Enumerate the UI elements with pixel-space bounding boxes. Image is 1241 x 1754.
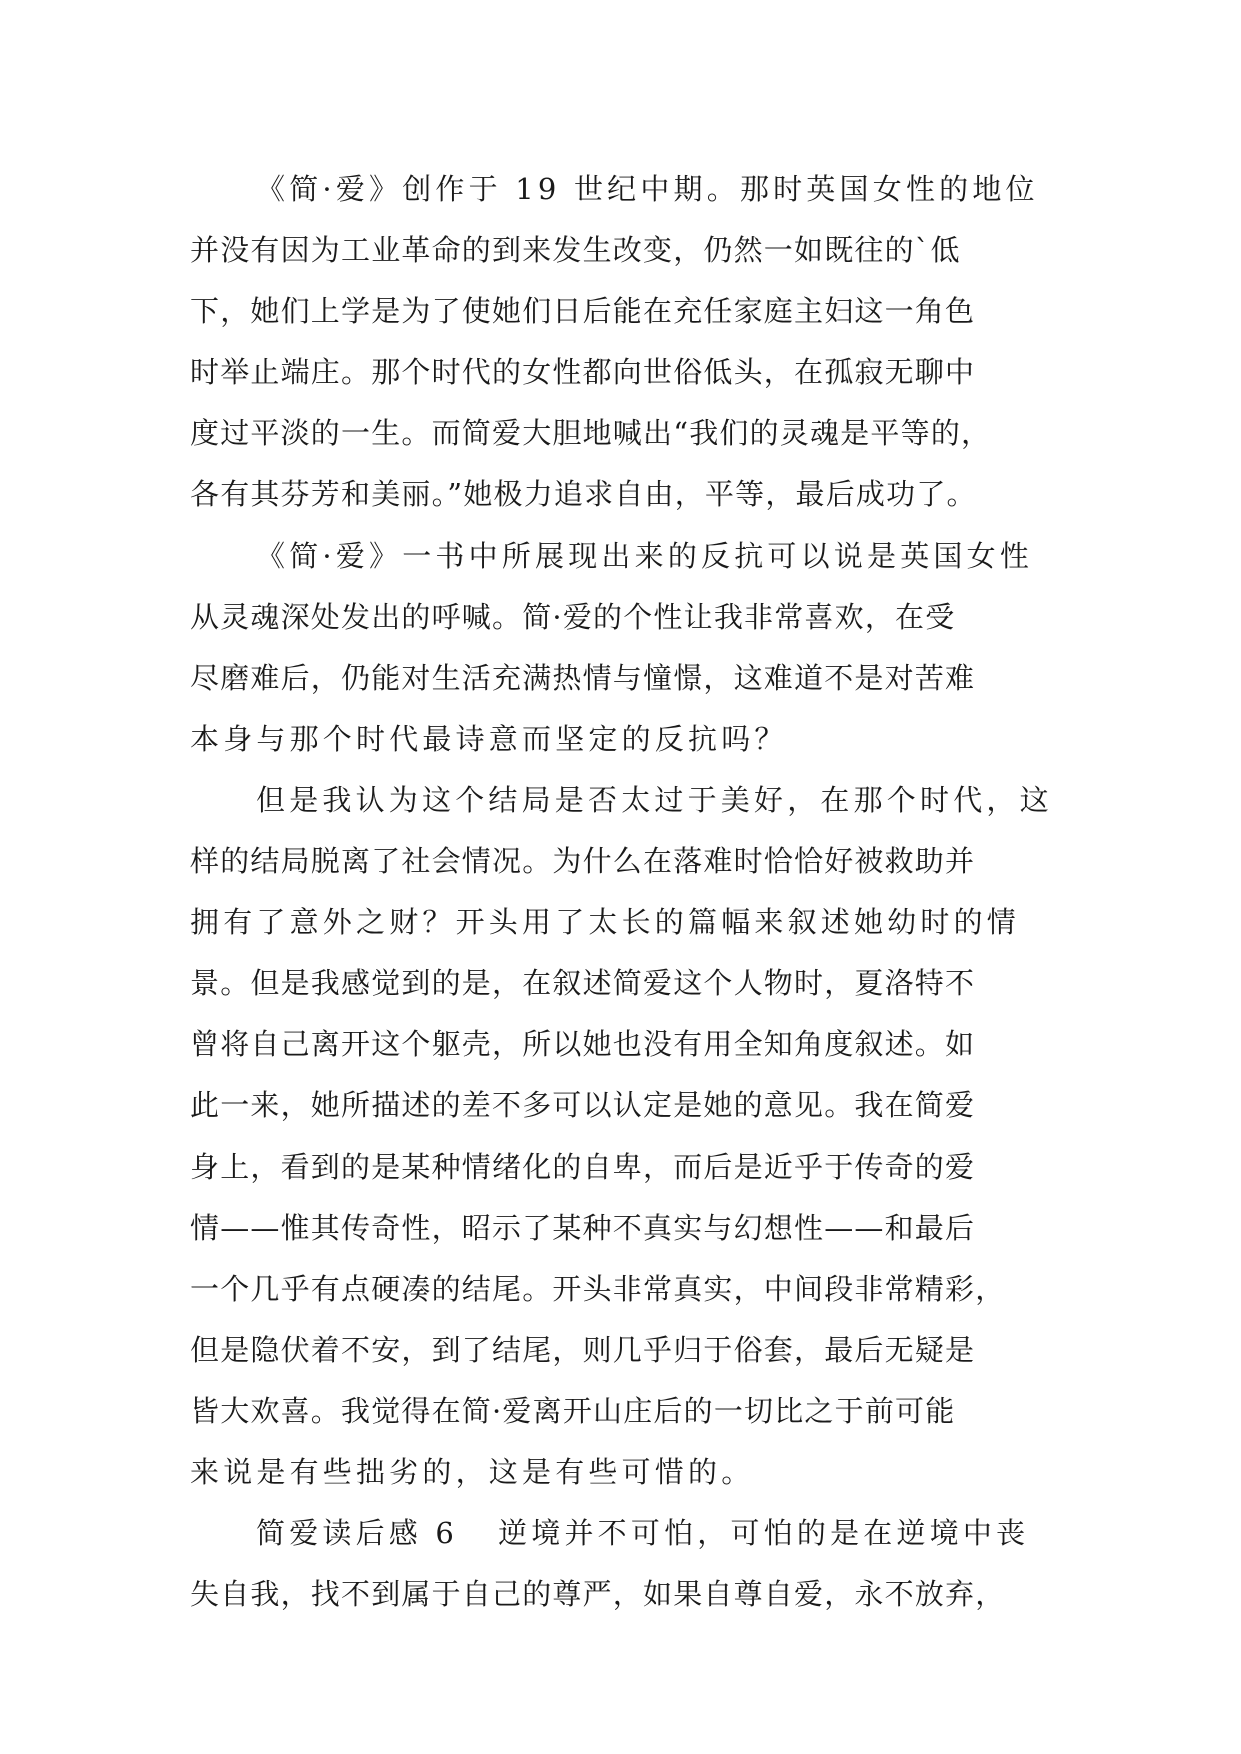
text-line: 从灵魂深处发出的呼喊。简·爱的个性让我非常喜欢，在受 <box>190 599 956 634</box>
text-line: 来说是有些拙劣的，这是有些可惜的。 <box>190 1454 755 1489</box>
text-line: 拥有了意外之财？开头用了太长的篇幅来叙述她幼时的情 <box>190 905 1021 940</box>
section-title: 简爱读后感 6 <box>256 1516 459 1551</box>
text-line: 但是我认为这个结局是否太过于美好，在那个时代，这 <box>256 782 1053 817</box>
text-line: 尽磨难后，仍能对生活充满热情与憧憬，这难道不是对苦难 <box>190 660 976 695</box>
text-line: 皆大欢喜。我觉得在简·爱离开山庄后的一切比之于前可能 <box>190 1393 956 1428</box>
text-line: 度过平淡的一生。而简爱大胆地喊出“我们的灵魂是平等的， <box>190 416 992 451</box>
text-line: 各有其芬芳和美丽。”她极力追求自由，平等，最后成功了。 <box>190 477 977 512</box>
text-line: 本身与那个时代最诗意而坚定的反抗吗？ <box>190 721 788 756</box>
text-line: 情——惟其传奇性，昭示了某种不真实与幻想性——和最后 <box>190 1210 976 1245</box>
text-line: 景。但是我感觉到的是，在叙述简爱这个人物时，夏洛特不 <box>190 966 976 1001</box>
text-line: 并没有因为工业革命的到来发生改变，仍然一如既往的`低 <box>190 233 961 268</box>
text-line: 但是隐伏着不安，到了结尾，则几乎归于俗套，最后无疑是 <box>190 1332 976 1367</box>
text-line: 此一来，她所描述的差不多可以认定是她的意见。我在简爱 <box>190 1088 976 1123</box>
text-line: 样的结局脱离了社会情况。为什么在落难时恰恰好被救助并 <box>190 844 976 879</box>
text-line: 失自我，找不到属于自己的尊严，如果自尊自爱，永不放弃， <box>190 1577 1006 1612</box>
text-line: 下，她们上学是为了使她们日后能在充任家庭主妇这一角色 <box>190 294 976 329</box>
text-line: 曾将自己离开这个躯壳，所以她也没有用全知角度叙述。如 <box>190 1027 976 1062</box>
text-line: 身上，看到的是某种情绪化的自卑，而后是近乎于传奇的爱 <box>190 1149 976 1184</box>
text-line: 一个几乎有点硬凑的结尾。开头非常真实，中间段非常精彩， <box>190 1271 1006 1306</box>
text-line: 《简·爱》一书中所展现出来的反抗可以说是英国女性 <box>256 538 1034 573</box>
heading-line <box>190 1503 1060 1564</box>
text-line: 时举止端庄。那个时代的女性都向世俗低头，在孤寂无聊中 <box>190 355 976 390</box>
text-line: 《简·爱》创作于 19 世纪中期。那时英国女性的地位 <box>256 172 1039 206</box>
section-text: 逆境并不可怕，可怕的是在逆境中丧 <box>498 1516 1030 1551</box>
body-text <box>190 159 1060 1625</box>
